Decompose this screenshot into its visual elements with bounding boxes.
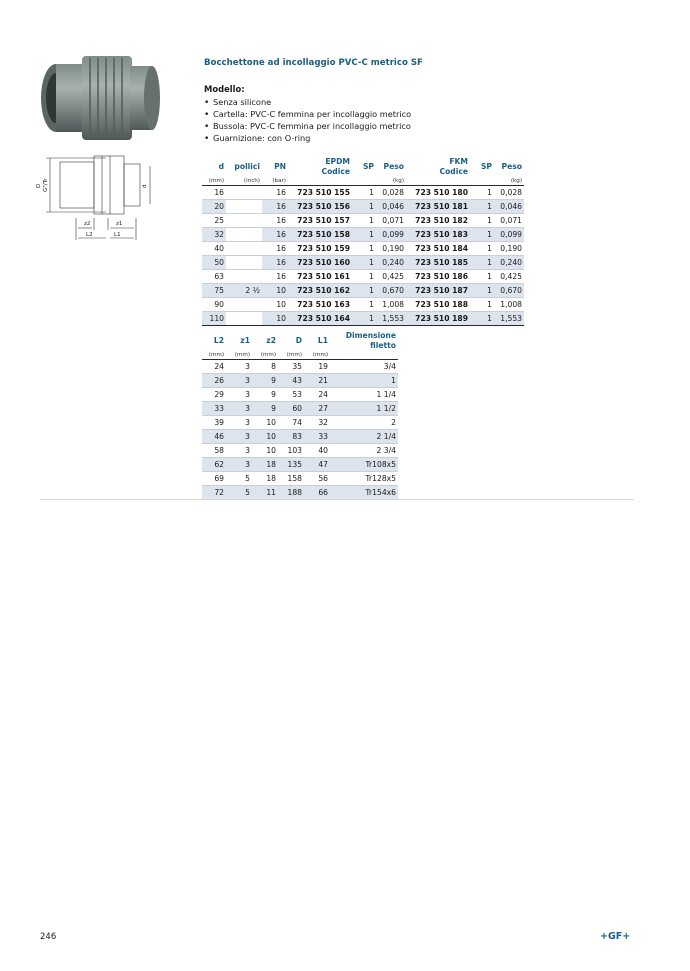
table-cell: 62 (202, 458, 226, 472)
col-unit: (mm) (252, 351, 278, 360)
table-cell: Tr128x5 (330, 472, 398, 486)
table-cell: 0,046 (376, 200, 406, 214)
table-cell: Tr154x6 (330, 486, 398, 500)
table-row (202, 256, 524, 270)
table-row (202, 270, 524, 284)
table-cell: 723 510 186 (406, 270, 470, 284)
table-cell: 110 (202, 312, 226, 326)
table-cell: 16 (202, 186, 226, 200)
table-cell (226, 186, 262, 200)
table-cell: 18 (252, 472, 278, 486)
table-cell: 1 (330, 374, 398, 388)
table-row (202, 200, 524, 214)
table-row (202, 402, 398, 416)
table-cell: 723 510 160 (288, 256, 352, 270)
table-cell: 1 (470, 228, 494, 242)
table-cell: 16 (262, 256, 288, 270)
table-cell: 723 510 158 (288, 228, 352, 242)
table-row (202, 374, 398, 388)
col-head: d (218, 162, 224, 171)
col-head: SP (362, 162, 374, 171)
table-cell: 1 (352, 242, 376, 256)
table-cell: 69 (202, 472, 226, 486)
product-photo (38, 52, 164, 146)
table-cell: 0,670 (494, 284, 524, 298)
table-row (202, 228, 524, 242)
drawing-label-G: G"/Tr (43, 178, 49, 192)
product-title: Bocchettone ad incollaggio PVC-C metrico SF (204, 58, 423, 68)
col-unit (470, 177, 494, 186)
col-unit (288, 177, 352, 186)
table-cell: 1 (352, 228, 376, 242)
table-cell: 2 1/4 (330, 430, 398, 444)
table-cell: 27 (304, 402, 330, 416)
table-row (202, 486, 398, 500)
table-row (202, 472, 398, 486)
table-cell: 40 (304, 444, 330, 458)
table-cell: 20 (202, 200, 226, 214)
table-cell: 723 510 184 (406, 242, 470, 256)
table-cell: 1 (470, 186, 494, 200)
table-row (202, 360, 398, 374)
drawing-label-D: D (36, 183, 42, 188)
table-cell: 16 (262, 214, 288, 228)
table-cell: 723 510 181 (406, 200, 470, 214)
table-cell (226, 242, 262, 256)
table-cell (226, 298, 262, 312)
table-cell: 40 (202, 242, 226, 256)
table-cell: 66 (304, 486, 330, 500)
table-cell: 1 (470, 284, 494, 298)
drawing-label-d: d (142, 184, 148, 188)
table-cell: 1 (352, 214, 376, 228)
table-cell: 46 (202, 430, 226, 444)
table-cell: 43 (278, 374, 304, 388)
table-cell: 10 (252, 416, 278, 430)
table-cell: 0,240 (376, 256, 406, 270)
table-cell: 3/4 (330, 360, 398, 374)
table-cell: 135 (278, 458, 304, 472)
table-cell: 0,028 (376, 186, 406, 200)
table-cell: 0,099 (494, 228, 524, 242)
feature-item: • Cartella: PVC-C femmina per incollaggio metrico (204, 109, 411, 121)
table-cell: 90 (202, 298, 226, 312)
table-cell: 29 (202, 388, 226, 402)
table-cell: 1 (470, 214, 494, 228)
col-unit: (mm) (226, 351, 252, 360)
feature-item: • Guarnizione: con O-ring (204, 133, 411, 145)
col-unit (352, 177, 376, 186)
table-cell: 1 (352, 256, 376, 270)
table-cell: 3 (226, 388, 252, 402)
table-cell: 58 (202, 444, 226, 458)
table-row (202, 416, 398, 430)
drawing-label-L2: L2 (86, 232, 93, 238)
table-cell: 3 (226, 458, 252, 472)
table-cell: 75 (202, 284, 226, 298)
col-unit: (inch) (226, 177, 262, 186)
table-cell: 1 (470, 256, 494, 270)
divider (40, 499, 634, 500)
table-cell: 723 510 189 (406, 312, 470, 326)
col-head: Peso (383, 162, 404, 171)
table-cell: 1 (352, 312, 376, 326)
table-cell: 1 1/4 (330, 388, 398, 402)
table-cell: 2 3/4 (330, 444, 398, 458)
table-cell: 2 (330, 416, 398, 430)
technical-drawing (36, 152, 164, 242)
table-cell: 1 (352, 200, 376, 214)
col-head: z2 (266, 336, 276, 345)
table-cell: 723 510 185 (406, 256, 470, 270)
col-unit: (mm) (278, 351, 304, 360)
col-head: pollici (234, 162, 260, 171)
table-cell: 0,190 (376, 242, 406, 256)
table-cell: 10 (252, 430, 278, 444)
table-cell: Tr108x5 (330, 458, 398, 472)
table-row (202, 298, 524, 312)
table-cell: 16 (262, 228, 288, 242)
table-cell (226, 256, 262, 270)
table-row (202, 444, 398, 458)
table-cell: 16 (262, 242, 288, 256)
table-cell: 3 (226, 430, 252, 444)
table-cell: 56 (304, 472, 330, 486)
table-cell: 1 (352, 270, 376, 284)
col-head: PN (274, 162, 286, 171)
col-head: SP (480, 162, 492, 171)
table-row (202, 388, 398, 402)
table-cell: 0,425 (376, 270, 406, 284)
drawing-label-z2: z2 (84, 221, 91, 227)
table-cell: 10 (262, 298, 288, 312)
table-cell: 0,099 (376, 228, 406, 242)
table-cell: 25 (202, 214, 226, 228)
table-cell: 1 (470, 200, 494, 214)
table-cell: 3 (226, 444, 252, 458)
page-number: 246 (40, 932, 57, 942)
col-head: L1 (317, 336, 328, 345)
table-cell: 3 (226, 402, 252, 416)
table-cell: 1 (470, 312, 494, 326)
table-cell: 1 (352, 298, 376, 312)
table-cell: 723 510 164 (288, 312, 352, 326)
table-cell (226, 228, 262, 242)
table-cell: 24 (202, 360, 226, 374)
col-head-dimensione: Dimensione filetto (345, 331, 396, 350)
table-cell: 1 (470, 242, 494, 256)
table-cell: 5 (226, 472, 252, 486)
table-cell: 3 (226, 360, 252, 374)
table-cell: 723 510 163 (288, 298, 352, 312)
table-cell: 8 (252, 360, 278, 374)
table-row (202, 186, 524, 200)
table-cell: 11 (252, 486, 278, 500)
drawing-label-L1: L1 (114, 232, 121, 238)
table-cell: 47 (304, 458, 330, 472)
col-unit: (mm) (304, 351, 330, 360)
table-cell: 83 (278, 430, 304, 444)
col-head: D (295, 336, 302, 345)
table-cell: 0,071 (494, 214, 524, 228)
table-cell: 53 (278, 388, 304, 402)
table-cell: 723 510 161 (288, 270, 352, 284)
table-cell: 32 (202, 228, 226, 242)
table-row (202, 312, 524, 326)
table-cell: 24 (304, 388, 330, 402)
table-cell: 21 (304, 374, 330, 388)
table-cell: 9 (252, 374, 278, 388)
table-cell (226, 312, 262, 326)
table-cell: 10 (262, 312, 288, 326)
table-cell: 723 510 180 (406, 186, 470, 200)
table-cell: 0,071 (376, 214, 406, 228)
table-cell: 1,008 (494, 298, 524, 312)
table-cell: 158 (278, 472, 304, 486)
drawing-label-z1: z1 (116, 221, 123, 227)
col-unit: (bar) (262, 177, 288, 186)
table-cell: 1 1/2 (330, 402, 398, 416)
col-unit: (mm) (202, 177, 226, 186)
table-cell: 1 (352, 186, 376, 200)
table-cell: 5 (226, 486, 252, 500)
col-head-fkm: FKM Codice (439, 157, 468, 176)
table-cell: 10 (262, 284, 288, 298)
table-cell: 2 ½ (226, 284, 262, 298)
table-cell: 16 (262, 270, 288, 284)
table-cell: 9 (252, 388, 278, 402)
table-cell (226, 200, 262, 214)
table-cell: 723 510 159 (288, 242, 352, 256)
table-cell: 0,240 (494, 256, 524, 270)
table-row (202, 430, 398, 444)
table-cell: 72 (202, 486, 226, 500)
col-unit (330, 351, 398, 360)
table-cell: 33 (202, 402, 226, 416)
table-cell: 0,028 (494, 186, 524, 200)
table-cell: 723 510 157 (288, 214, 352, 228)
table-cell: 1,553 (376, 312, 406, 326)
table-cell: 723 510 156 (288, 200, 352, 214)
table-cell: 723 510 182 (406, 214, 470, 228)
table-cell: 9 (252, 402, 278, 416)
table-cell: 1 (470, 270, 494, 284)
table-cell: 1,553 (494, 312, 524, 326)
col-head-epdm: EPDM Codice (321, 157, 350, 176)
table-cell: 0,670 (376, 284, 406, 298)
table-cell: 74 (278, 416, 304, 430)
col-unit (406, 177, 470, 186)
col-unit: (kg) (494, 177, 524, 186)
table-cell: 60 (278, 402, 304, 416)
table-cell: 103 (278, 444, 304, 458)
col-head: L2 (213, 336, 224, 345)
table-cell: 723 510 187 (406, 284, 470, 298)
table-cell: 32 (304, 416, 330, 430)
table-cell: 1 (470, 298, 494, 312)
table-cell: 3 (226, 374, 252, 388)
table-cell: 19 (304, 360, 330, 374)
table-cell: 50 (202, 256, 226, 270)
table-row (202, 284, 524, 298)
table-cell: 16 (262, 200, 288, 214)
table-cell: 35 (278, 360, 304, 374)
col-unit: (kg) (376, 177, 406, 186)
table-cell: 3 (226, 416, 252, 430)
table-cell: 16 (262, 186, 288, 200)
table-cell: 1 (352, 284, 376, 298)
table-cell: 63 (202, 270, 226, 284)
model-heading: Modello: (204, 84, 245, 94)
table-cell: 723 510 162 (288, 284, 352, 298)
feature-item: • Senza silicone (204, 97, 411, 109)
col-head: z1 (240, 336, 250, 345)
table-cell: 0,425 (494, 270, 524, 284)
table-cell (226, 214, 262, 228)
col-unit: (mm) (202, 351, 226, 360)
code-table (202, 157, 524, 326)
feature-list (204, 97, 411, 145)
table-row (202, 214, 524, 228)
table-cell: 33 (304, 430, 330, 444)
gf-logo: +GF+ (600, 931, 631, 942)
table-row (202, 458, 398, 472)
table-cell: 188 (278, 486, 304, 500)
dimension-table (202, 331, 398, 500)
table-cell: 0,046 (494, 200, 524, 214)
col-head: Peso (501, 162, 522, 171)
table-cell: 18 (252, 458, 278, 472)
table-cell: 26 (202, 374, 226, 388)
feature-item: • Bussola: PVC-C femmina per incollaggio metrico (204, 121, 411, 133)
table-cell: 723 510 155 (288, 186, 352, 200)
table-cell: 723 510 188 (406, 298, 470, 312)
table-cell: 0,190 (494, 242, 524, 256)
table-cell: 39 (202, 416, 226, 430)
table-cell: 1,008 (376, 298, 406, 312)
table-cell (226, 270, 262, 284)
table-row (202, 242, 524, 256)
table-cell: 10 (252, 444, 278, 458)
table-cell: 723 510 183 (406, 228, 470, 242)
